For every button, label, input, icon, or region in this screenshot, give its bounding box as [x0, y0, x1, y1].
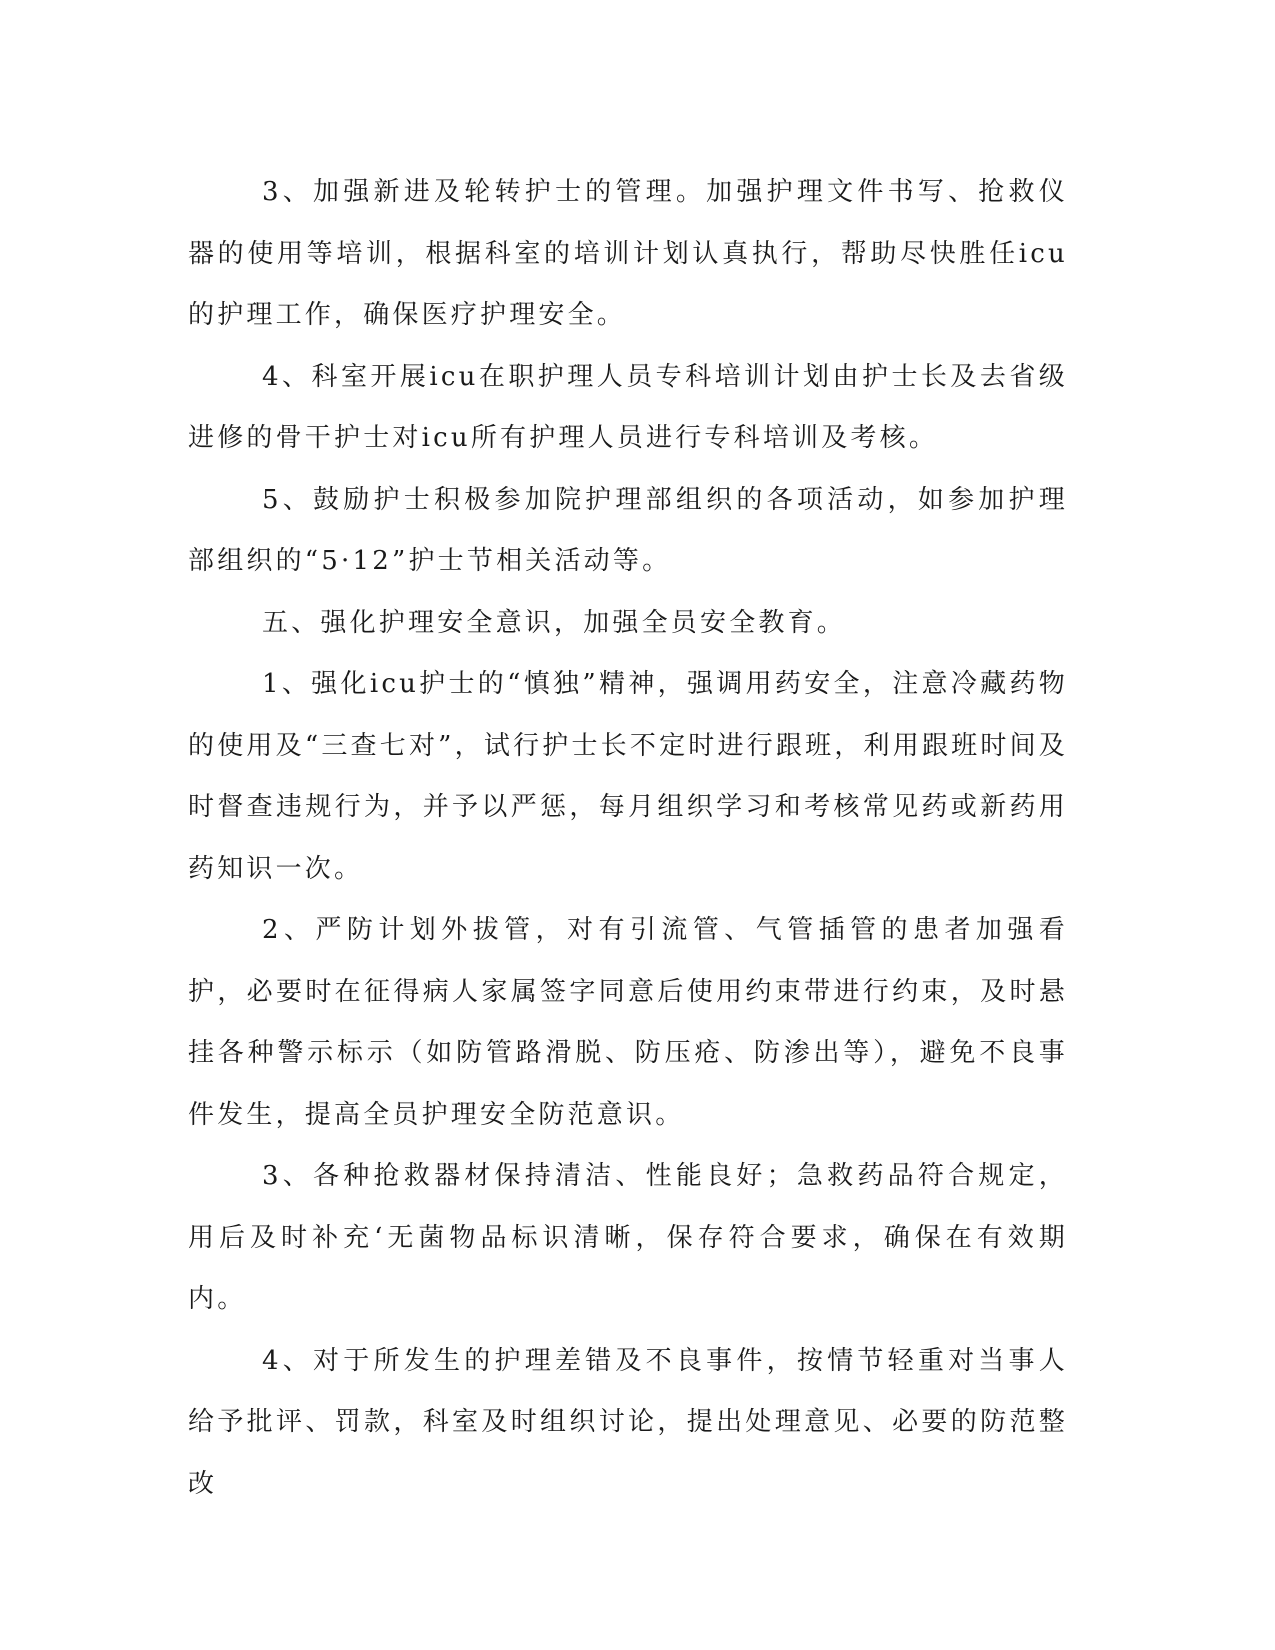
paragraph-item-5-nurse-activities: 5、鼓励护士积极参加院护理部组织的各项活动，如参加护理部组织的“5·12”护士节相关活动等。 — [188, 484, 1068, 576]
document-body — [188, 162, 1068, 1515]
paragraph-item-3-new-nurse-management: 3、加强新进及轮转护士的管理。加强护理文件书写、抢救仪器的使用等培训，根据科室的培训计划认真执行，帮助尽快胜任icu的护理工作，确保医疗护理安全。 — [188, 177, 1068, 330]
paragraph-item-4-icu-training: 4、科室开展icu在职护理人员专科培训计划由护士长及去省级进修的骨干护士对icu所有护理人员进行专科培训及考核。 — [188, 361, 1068, 453]
paragraph-item-1-medication-safety: 1、强化icu护士的“慎独”精神，强调用药安全，注意冷藏药物的使用及“三查七对”，试行护士长不定时进行跟班，利用跟班时间及时督查违规行为，并予以严惩，每月组织学习和考核常见药或新药用药知识一次。 — [188, 669, 1068, 884]
paragraph-item-4-adverse-events: 4、对于所发生的护理差错及不良事件，按情节轻重对当事人给予批评、罚款，科室及时组织讨论，提出处理意见、必要的防范整改 — [188, 1345, 1068, 1499]
paragraph-item-3-rescue-equipment: 3、各种抢救器材保持清洁、性能良好；急救药品符合规定，用后及时补充‘无菌物品标识清晰，保存符合要求，确保在有效期内。 — [188, 1161, 1068, 1314]
paragraph-item-2-unplanned-extubation: 2、严防计划外拔管，对有引流管、气管插管的患者加强看护，必要时在征得病人家属签字同意后使用约束带进行约束，及时悬挂各种警示标示（如防管路滑脱、防压疮、防渗出等），避免不良事件发生，提高全员护理安全防范意识。 — [188, 915, 1068, 1130]
section-heading-five-safety: 五、强化护理安全意识，加强全员安全教育。 — [262, 607, 847, 638]
